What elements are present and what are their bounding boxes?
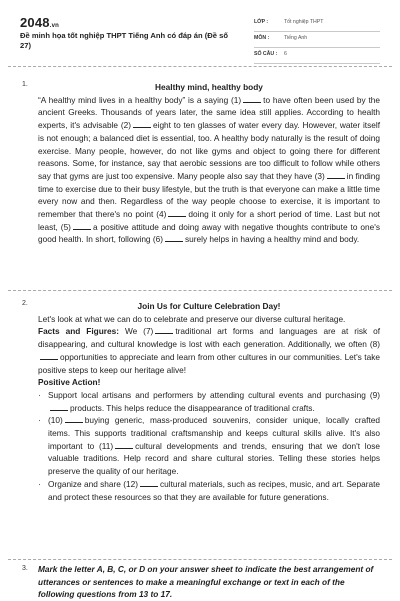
blank-4	[168, 209, 186, 217]
blank-10	[65, 415, 83, 423]
meta-count-value: 6	[284, 51, 287, 57]
passage-text: in finding time to exercise due to their busy lifestyle, but the truth is that everyone can make a little time every now and then. Regardless of the way people choose to exercise, it is important to remember that there's no point (4)	[38, 170, 381, 220]
meta-count-row	[254, 48, 380, 64]
blank-9	[50, 403, 68, 411]
blank-6	[165, 234, 183, 242]
passage-text: a positive attitude and doing away with negative thoughts contribute to one's good health. In short, following (6)	[38, 221, 381, 245]
bullet-dot-icon: ·	[38, 478, 41, 489]
meta-class-row	[254, 16, 380, 32]
question-1-passage	[38, 81, 380, 246]
passage-text: products. This helps reduce the disappearance of traditional crafts.	[70, 402, 315, 413]
passage-text: doing it only for a short period of time. Last but not least, (5)	[38, 209, 380, 232]
section-divider	[8, 559, 392, 560]
header-divider	[8, 66, 392, 67]
meta-subject-row	[254, 32, 380, 48]
passage-text: buying generic, mass-produced souvenirs, consider unique, locally crafted items. This supports traditional craftsmanship and keeps cultural skills alive. It's also important to (11)	[48, 415, 380, 451]
document-title: Đề minh họa tốt nghiệp THPT Tiếng Anh có đáp án (Đề số 27)	[20, 31, 228, 50]
document-meta	[254, 16, 380, 64]
question-1-number: 1.	[22, 81, 28, 88]
passage-text: to have often been used by the ancient Greeks. Thousands of years later, the same idea still applies. According to health experts, it's advisable (2)	[38, 94, 380, 131]
passage-text: cultural developments and trends, ensuring that we don't lose valuable traditions. Help record and share cultural stories. Telling these stories helps preserve the quality of our heritage.	[48, 440, 380, 477]
question-2-number: 2.	[22, 300, 28, 307]
meta-class-value: Tốt nghiệp THPT	[284, 19, 324, 25]
blank-8	[40, 352, 58, 360]
passage-text: Organize and share (12)	[48, 478, 138, 489]
site-logo[interactable]	[20, 15, 59, 30]
blank-5	[73, 222, 91, 230]
passage-text: We (7)	[124, 326, 154, 337]
question-1-title: Healthy mind, healthy body	[155, 82, 263, 92]
facts-label: Facts and Figures:	[38, 326, 120, 337]
passage-text: opportunities to appreciate and learn from other cultures in our communities. Let's take positive steps to keep our heritage alive!	[38, 351, 380, 375]
blank-3	[327, 171, 345, 179]
bullet-item	[38, 414, 380, 478]
blank-1	[243, 95, 261, 103]
meta-count-label: SỐ CÂU :	[254, 51, 278, 57]
passage-text: “A healthy mind lives in a healthy body” is a saying (1)	[38, 94, 242, 105]
blank-12	[140, 479, 158, 487]
logo-text: 2048	[20, 15, 50, 30]
page-header	[0, 0, 400, 66]
passage-text: Support local artisans and performers by attending cultural events and purchasing (9)	[48, 389, 380, 400]
bullet-item	[38, 389, 380, 414]
question-1-body	[38, 94, 380, 246]
passage-text: traditional art forms and languages are at risk of disappearing, and cultural knowledge is lost with each generation. Additionally, we often (8)	[38, 326, 381, 350]
bullet-dot-icon: ·	[38, 389, 41, 400]
question-2-title: Join Us for Culture Celebration Day!	[137, 301, 281, 311]
bullet-dot-icon: ·	[38, 415, 41, 426]
passage-text: surely helps in having a healthy mind and body.	[185, 234, 360, 245]
blank-11	[115, 441, 133, 449]
question-2-intro: Let's look at what we can do to celebrate and preserve our diverse cultural heritage.	[38, 313, 346, 324]
passage-text: (10)	[48, 415, 63, 426]
action-label: Positive Action!	[38, 377, 101, 388]
logo-suffix: .vn	[49, 23, 60, 29]
question-2-passage	[38, 300, 380, 503]
blank-2	[133, 120, 151, 128]
passage-text: cultural materials, such as recipes, music, and art. Separate and protect these resources so that they are available for future generations.	[48, 478, 381, 502]
blank-7	[155, 326, 173, 334]
facts-paragraph	[38, 325, 380, 376]
passage-text: eight to ten glasses of water every day. However, water itself is not enough; a balanced diet is essential, too. A healthy body naturally is the result of doing exercise. Many people, however, do not like gyms and object to going there for different reasons. Some, for instance, say that aerobic sessions are too difficult to follow while others say that gyms are just too expensive. Many people also say that they have (3)	[38, 120, 380, 181]
meta-class-label: LỚP :	[254, 19, 269, 25]
meta-subject-value: Tiếng Anh	[284, 35, 308, 41]
bullet-item	[38, 478, 380, 503]
meta-subject-label: MÔN :	[254, 35, 270, 41]
section-divider	[8, 290, 392, 291]
question-3-instruction: Mark the letter A, B, C, or D on your answer sheet to indicate the best arrangement of utterances or sentences to make a meaningful exchange or text in each of the following questions from 13 to 17.	[38, 564, 374, 599]
question-3-number: 3.	[22, 565, 28, 572]
